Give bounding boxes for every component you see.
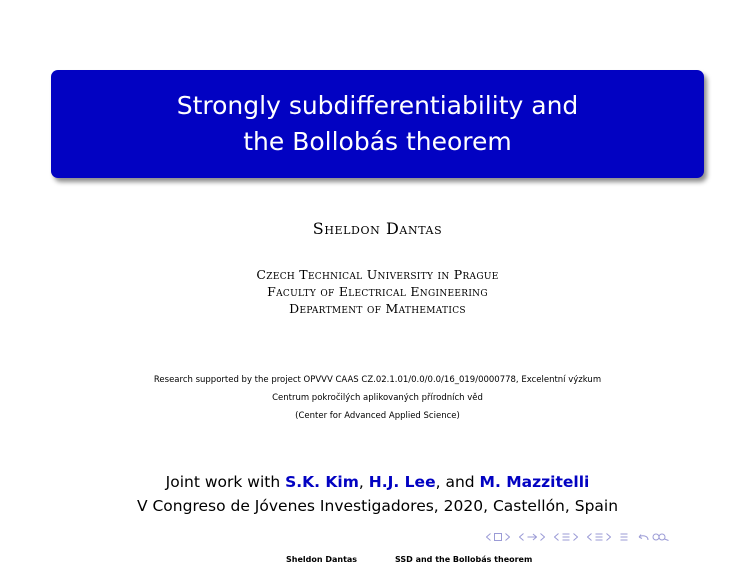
title-line-1: Strongly subdifferentiability and xyxy=(176,91,579,120)
beamer-navigation xyxy=(486,530,670,544)
footer-title: SSD and the Bollobás theorem xyxy=(395,555,533,564)
nav-frame-group[interactable] xyxy=(486,533,510,541)
nav-subsection-group[interactable] xyxy=(519,533,545,541)
funding-line-2: Centrum pokročilých aplikovaných přírodních věd xyxy=(272,393,483,403)
footer xyxy=(0,552,755,566)
funding-note xyxy=(0,371,755,425)
nav-right-arrow-icon[interactable] xyxy=(573,533,578,541)
author-name: Sheldon Dantas xyxy=(312,219,443,238)
coauthor-mazzitelli: M. Mazzitelli xyxy=(479,473,590,491)
joint-work xyxy=(0,470,755,518)
affiliation-faculty: Faculty of Electrical Engineering xyxy=(267,284,488,299)
nav-right-arrow-icon[interactable] xyxy=(505,533,510,541)
title-banner xyxy=(51,70,704,178)
affiliation-university: Czech Technical University in Prague xyxy=(256,267,499,282)
nav-appendix-icon[interactable] xyxy=(620,533,628,541)
coauthor-lee: H.J. Lee xyxy=(368,473,436,491)
footer-author: Sheldon Dantas xyxy=(286,555,358,564)
nav-left-arrow-icon[interactable] xyxy=(486,533,491,541)
funding-line-1: Research supported by the project OPVVV CAAS CZ.02.1.01/0.0/0.0/16_019/0000778, Excelentní výzkum xyxy=(153,375,602,385)
nav-frame-icon[interactable] xyxy=(494,533,502,541)
nav-right-arrow-icon[interactable] xyxy=(606,533,611,541)
nav-right-arrow-icon[interactable] xyxy=(540,533,545,541)
nav-left-arrow-icon[interactable] xyxy=(587,533,592,541)
nav-left-arrow-icon[interactable] xyxy=(554,533,559,541)
nav-section-icon[interactable] xyxy=(595,533,603,541)
nav-left-arrow-icon[interactable] xyxy=(519,533,524,541)
nav-back-icon[interactable] xyxy=(637,533,649,541)
joint-sep-2: , and xyxy=(435,473,480,491)
joint-work-line xyxy=(0,470,755,494)
nav-subsection-2-group[interactable] xyxy=(587,533,611,541)
nav-search-group[interactable] xyxy=(637,533,670,541)
title-line-2: the Bollobás theorem xyxy=(243,127,512,156)
nav-subsection-icon[interactable] xyxy=(527,533,537,541)
nav-section-group[interactable] xyxy=(554,533,578,541)
joint-prefix: Joint work with xyxy=(165,473,286,491)
nav-search-icon[interactable] xyxy=(652,533,670,541)
conference-line: V Congreso de Jóvenes Investigadores, 2020, Castellón, Spain xyxy=(136,497,619,515)
coauthor-kim: S.K. Kim xyxy=(285,473,359,491)
funding-line-3: (Center for Advanced Applied Science) xyxy=(295,411,460,421)
affiliation-department: Department of Mathematics xyxy=(289,301,466,316)
nav-section-icon[interactable] xyxy=(562,533,570,541)
affiliation xyxy=(0,266,755,317)
joint-sep-1: , xyxy=(358,473,369,491)
